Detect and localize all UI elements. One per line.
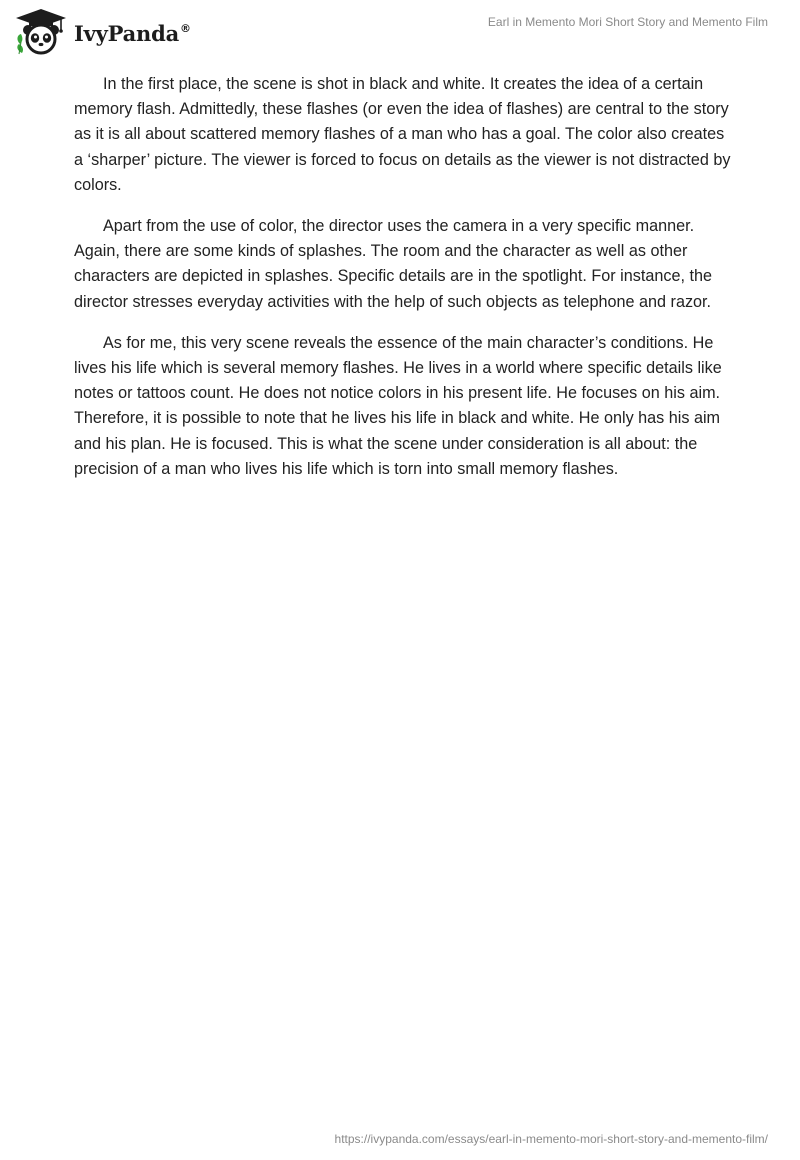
- page-header: [0, 0, 800, 62]
- document-title: Earl in Memento Mori Short Story and Memento Film: [487, 15, 768, 29]
- panda-graduate-icon: [14, 8, 68, 56]
- source-url-link[interactable]: https://ivypanda.com/essays/earl-in-memento-mori-short-story-and-memento-film/: [334, 1132, 768, 1146]
- ivypanda-logo[interactable]: [14, 8, 191, 56]
- registered-mark: ®: [180, 21, 191, 35]
- essay-body: [74, 72, 734, 498]
- paragraph-1: In the first place, the scene is shot in black and white. It creates the idea of a certain memory flash. Admittedly, these flashes (or even the idea of flashes) are central to the story as it is all about scattered memory flashes of a man who has a goal. The color also creates a ‘sharper’ picture. The viewer is forced to focus on details as the viewer is not distracted by colors.: [74, 75, 731, 194]
- brand-name: [74, 20, 191, 46]
- paragraph-2: Apart from the use of color, the director uses the camera in a very specific manner. Again, there are some kinds of splashes. The room and the character as well as other characters are depicted in splashes. Specific details are in the spotlight. For instance, the director stresses everyday activities with the help of such objects as telephone and razor.: [74, 217, 712, 311]
- paragraph-3: As for me, this very scene reveals the essence of the main character’s conditions. He lives his life which is several memory flashes. He lives in a world where specific details like notes or tattoos count. He does not notice colors in his present life. He focuses on his aim. Therefore, it is possible to note that he lives his life in black and white. He only has his aim and his plan. He is focused. This is what the scene under consideration is all about: the precision of a man who lives his life which is torn into small memory flashes.: [74, 333, 722, 478]
- brand-name-text: IvyPanda: [74, 20, 180, 46]
